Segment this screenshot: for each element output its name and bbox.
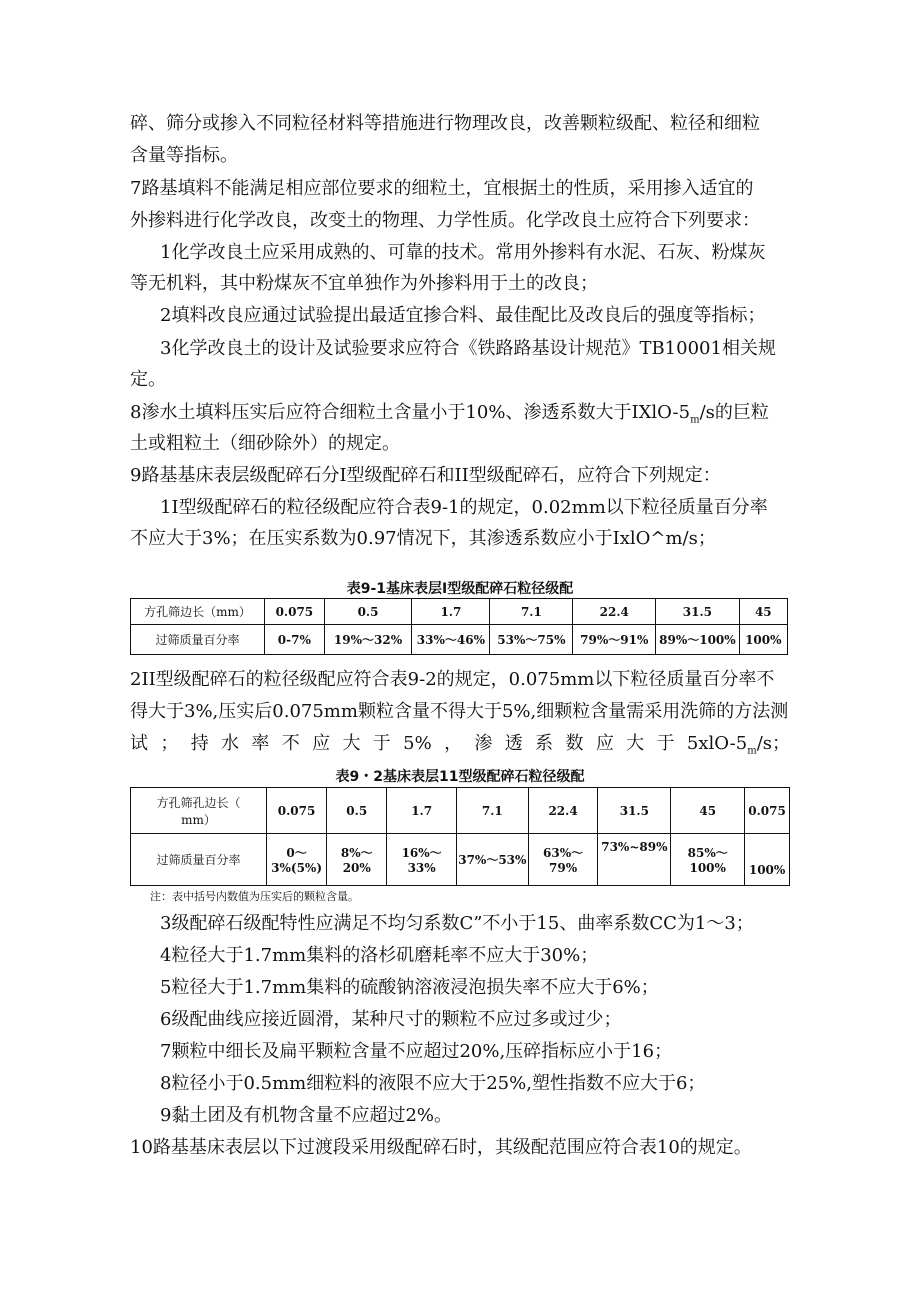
text-line — [130, 401, 769, 433]
cell-line: 0～ — [286, 846, 307, 860]
table-cell: 33%～46% — [412, 625, 490, 655]
table-header-cell: 方孔筛边长（mm） — [131, 599, 265, 625]
table-header-text: 方孔筛孔边长（ — [156, 795, 241, 810]
subscript: m — [690, 414, 700, 426]
table-cell: 0-7% — [264, 625, 324, 655]
table-caption: 表9-1基床表层I型级配碎石粒径级配 — [346, 581, 574, 597]
table-cell: 22.4 — [528, 788, 598, 834]
table-header-text: mm） — [181, 812, 216, 827]
text-line: 2II型级配碎石的粒径级配应符合表9-2的规定，0.075mm以下粒径质量百分率不 — [130, 669, 775, 690]
table-row — [131, 788, 790, 834]
table-cell: 45 — [739, 599, 787, 625]
text-line: 外掺料进行化学改良，改变土的物理、力学性质。化学改良土应符合下列要求： — [130, 210, 760, 231]
text-line: 2填料改良应通过试验提出最适宜掺合料、最佳配比及改良后的强度等指标； — [160, 305, 766, 326]
text-line: 6级配曲线应接近圆滑，某种尺寸的颗粒不应过多或过少； — [160, 1009, 622, 1030]
cell-line: 33% — [407, 861, 436, 875]
table-header-cell — [131, 788, 267, 834]
cell-line: 8%～ — [340, 846, 373, 860]
table-cell — [528, 834, 598, 886]
text-line: 3化学改良土的设计及试验要求应符合《铁路路基设计规范》TB10001相关规 — [160, 338, 776, 359]
table-row — [131, 834, 790, 886]
table-header-cell: 过筛质量百分率 — [131, 625, 265, 655]
text-line: 9路基基床表层级配碎石分I型级配碎石和II型级配碎石，应符合下列规定： — [130, 465, 721, 486]
table-cell — [266, 834, 326, 886]
text-line: 10路基基床表层以下过渡段采用级配碎石时，其级配范围应符合表10的规定。 — [130, 1137, 752, 1158]
table-cell: 0.5 — [327, 788, 387, 834]
text-line: 含量等指标。 — [130, 145, 238, 166]
table-cell: 7.1 — [490, 599, 573, 625]
table-cell: 45 — [671, 788, 745, 834]
table-cell: 1.7 — [412, 599, 490, 625]
text-line: 5粒径大于1.7mm集料的硫酸钠溶液浸泡损失率不应大于6%； — [160, 977, 659, 998]
text-line: 7颗粒中细长及扁平颗粒含量不应超过20%,压碎指标应小于16； — [160, 1041, 673, 1062]
table-cell: 89%～100% — [656, 625, 739, 655]
cell-line: 63%～ — [543, 846, 584, 860]
text-line: 定。 — [130, 369, 166, 390]
table-cell: 1.7 — [387, 788, 457, 834]
table-cell: 0.075 — [266, 788, 326, 834]
text-fragment: /s的巨粒 — [699, 402, 769, 423]
table-note: 注：表中括号内数值为压实后的颗粒含量。 — [150, 890, 359, 903]
table-cell: 0.075 — [745, 788, 790, 834]
text-line: 9黏土团及有机物含量不应超过2%。 — [160, 1105, 453, 1126]
text-line: 不应大于3%；在压实系数为0.97情况下，其渗透系数应小于IxlO^m/s； — [130, 528, 716, 549]
cell-line: 3%(5%) — [271, 861, 322, 875]
text-fragment: 试；持水率不应大于5%，渗透系数应大于5xlO-5 — [130, 733, 748, 754]
cell-line: 16%～ — [401, 846, 442, 860]
table-cell: 0.075 — [264, 599, 324, 625]
table-cell: 37%～53% — [457, 834, 529, 886]
table-cell: 53%～75% — [490, 625, 573, 655]
text-line: 3级配碎石级配特性应满足不均匀系数C”不小于15、曲率系数CC为1～3； — [160, 913, 754, 934]
text-line: 4粒径大于1.7mm集料的洛杉矶磨耗率不应大于30%； — [160, 945, 599, 966]
text-line — [130, 732, 790, 764]
table-header-cell: 过筛质量百分率 — [131, 834, 267, 886]
table-row — [131, 625, 788, 655]
table-cell — [327, 834, 387, 886]
table-cell: 31.5 — [656, 599, 739, 625]
text-line: 碎、筛分或掺入不同粒径材料等措施进行物理改良，改善颗粒级配、粒径和细粒 — [130, 113, 760, 134]
cell-line: 20% — [342, 861, 371, 875]
table-cell: 19%～32% — [324, 625, 412, 655]
text-line: 1化学改良土应采用成熟的、可靠的技术。常用外掺料有水泥、石灰、粉煤灰 — [160, 242, 766, 263]
text-fragment: 8渗水土填料压实后应符合细粒土含量小于10%、渗透系数大于IXlO-5 — [130, 402, 691, 423]
text-line: 土或粗粒土（细砂除外）的规定。 — [130, 433, 400, 454]
table-cell: 100% — [739, 625, 787, 655]
grading-table-2 — [130, 787, 790, 886]
table-cell: 79%～91% — [573, 625, 656, 655]
text-line: 7路基填料不能满足相应部位要求的细粒土，宜根据土的性质，采用掺入适宜的 — [130, 178, 754, 199]
table-cell — [387, 834, 457, 886]
table-cell: 0.5 — [324, 599, 412, 625]
text-line: 得大于3%,压实后0.075mm颗粒含量不得大于5%,细颗粒含量需采用洗筛的方法测 — [130, 701, 789, 722]
table-row — [131, 599, 788, 625]
text-fragment: /s； — [756, 733, 790, 754]
table-cell: 7.1 — [457, 788, 529, 834]
table-cell: 22.4 — [573, 599, 656, 625]
text-line: 1I型级配碎石的粒径级配应符合表9-1的规定，0.02mm以下粒径质量百分率 — [160, 497, 768, 518]
text-line: 等无机料，其中粉煤灰不宜单独作为外掺料用于土的改良； — [130, 273, 598, 294]
subscript: m — [747, 745, 757, 757]
table-caption: 表9・2基床表层11型级配碎石粒径级配 — [335, 769, 585, 785]
cell-line: 79% — [549, 861, 578, 875]
grading-table-1 — [130, 598, 788, 655]
table-cell: 31.5 — [598, 788, 671, 834]
table-cell: 100% — [745, 834, 790, 886]
table-cell: 73%~89% — [598, 834, 671, 886]
text-line: 8粒径小于0.5mm细粒料的液限不应大于25%,塑性指数不应大于6； — [160, 1073, 706, 1094]
table-cell: 85%～100% — [671, 834, 745, 886]
